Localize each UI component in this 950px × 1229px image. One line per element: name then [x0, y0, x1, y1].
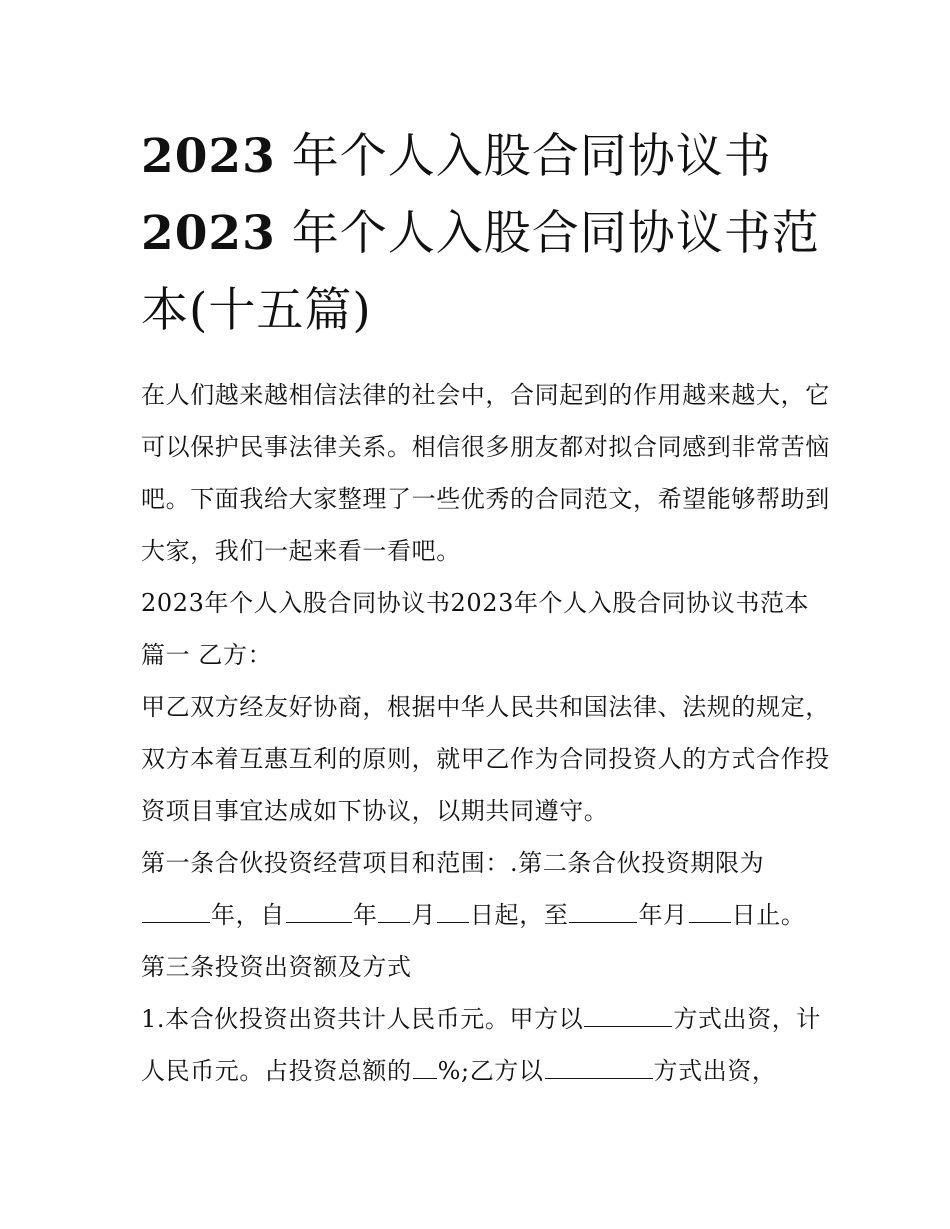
clause-1-paragraph — [141, 993, 831, 1097]
article-2-part: 月 — [411, 901, 437, 929]
title-year-2: 2023 — [141, 206, 276, 261]
article-1-paragraph — [141, 837, 831, 941]
clause-1-part: 方式出资，计人民币元。占投资总额的 — [141, 1005, 821, 1085]
title-year-1: 2023 — [141, 129, 276, 184]
title-line-2-text: 年个人入股合同协议书范本(十五篇) — [141, 206, 820, 338]
blank-field[interactable] — [437, 896, 469, 923]
blank-field[interactable] — [689, 896, 731, 923]
article-2-part: 日起，至 — [470, 901, 569, 929]
blank-field[interactable] — [584, 1000, 672, 1027]
blank-field[interactable] — [286, 896, 352, 923]
article-2-part: 年，自 — [211, 901, 285, 929]
article-2-part: 日止。 — [731, 901, 806, 929]
blank-field[interactable] — [142, 896, 210, 923]
clause-1-part: %;乙方以 — [437, 1057, 544, 1085]
blank-field[interactable] — [378, 896, 410, 923]
document-title — [141, 118, 831, 349]
title-line-2 — [141, 206, 820, 338]
intro-paragraph: 在人们越来越相信法律的社会中，合同起到的作用越来越大，它可以保护民事法律关系。相信很多朋友都对拟合同感到非常苦恼吧。下面我给大家整理了一些优秀的合同范文，希望能够帮助到大家，我们一起来看一看吧。 — [141, 381, 830, 565]
article-2-part: 年月 — [638, 901, 688, 929]
blank-field[interactable] — [413, 1052, 437, 1079]
article-3-title: 第三条投资出资额及方式 — [141, 953, 412, 981]
article-1-text: 第一条合伙投资经营项目和范围：.第二条合伙投资期限为 — [141, 849, 765, 877]
subheading-paragraph: 2023年个人入股合同协议书2023年个人入股合同协议书范本篇一 乙方： — [141, 589, 810, 669]
blank-field[interactable] — [545, 1052, 653, 1079]
clause-1-part: 1.本合伙投资出资共计人民币元。甲方以 — [141, 1005, 584, 1033]
title-line-1 — [141, 129, 772, 184]
blank-field[interactable] — [569, 896, 637, 923]
preamble-paragraph: 甲乙双方经友好协商，根据中华人民共和国法律、法规的规定，双方本着互惠互利的原则，就甲乙作为合同投资人的方式合作投资项目事宜达成如下协议，以期共同遵守。 — [141, 693, 830, 825]
title-line-1-text: 年个人入股合同协议书 — [275, 129, 772, 184]
clause-1-part: 方式出资， — [653, 1057, 777, 1085]
article-2-part: 年 — [352, 901, 378, 929]
document-body — [141, 369, 831, 1097]
document-page — [141, 118, 831, 1097]
